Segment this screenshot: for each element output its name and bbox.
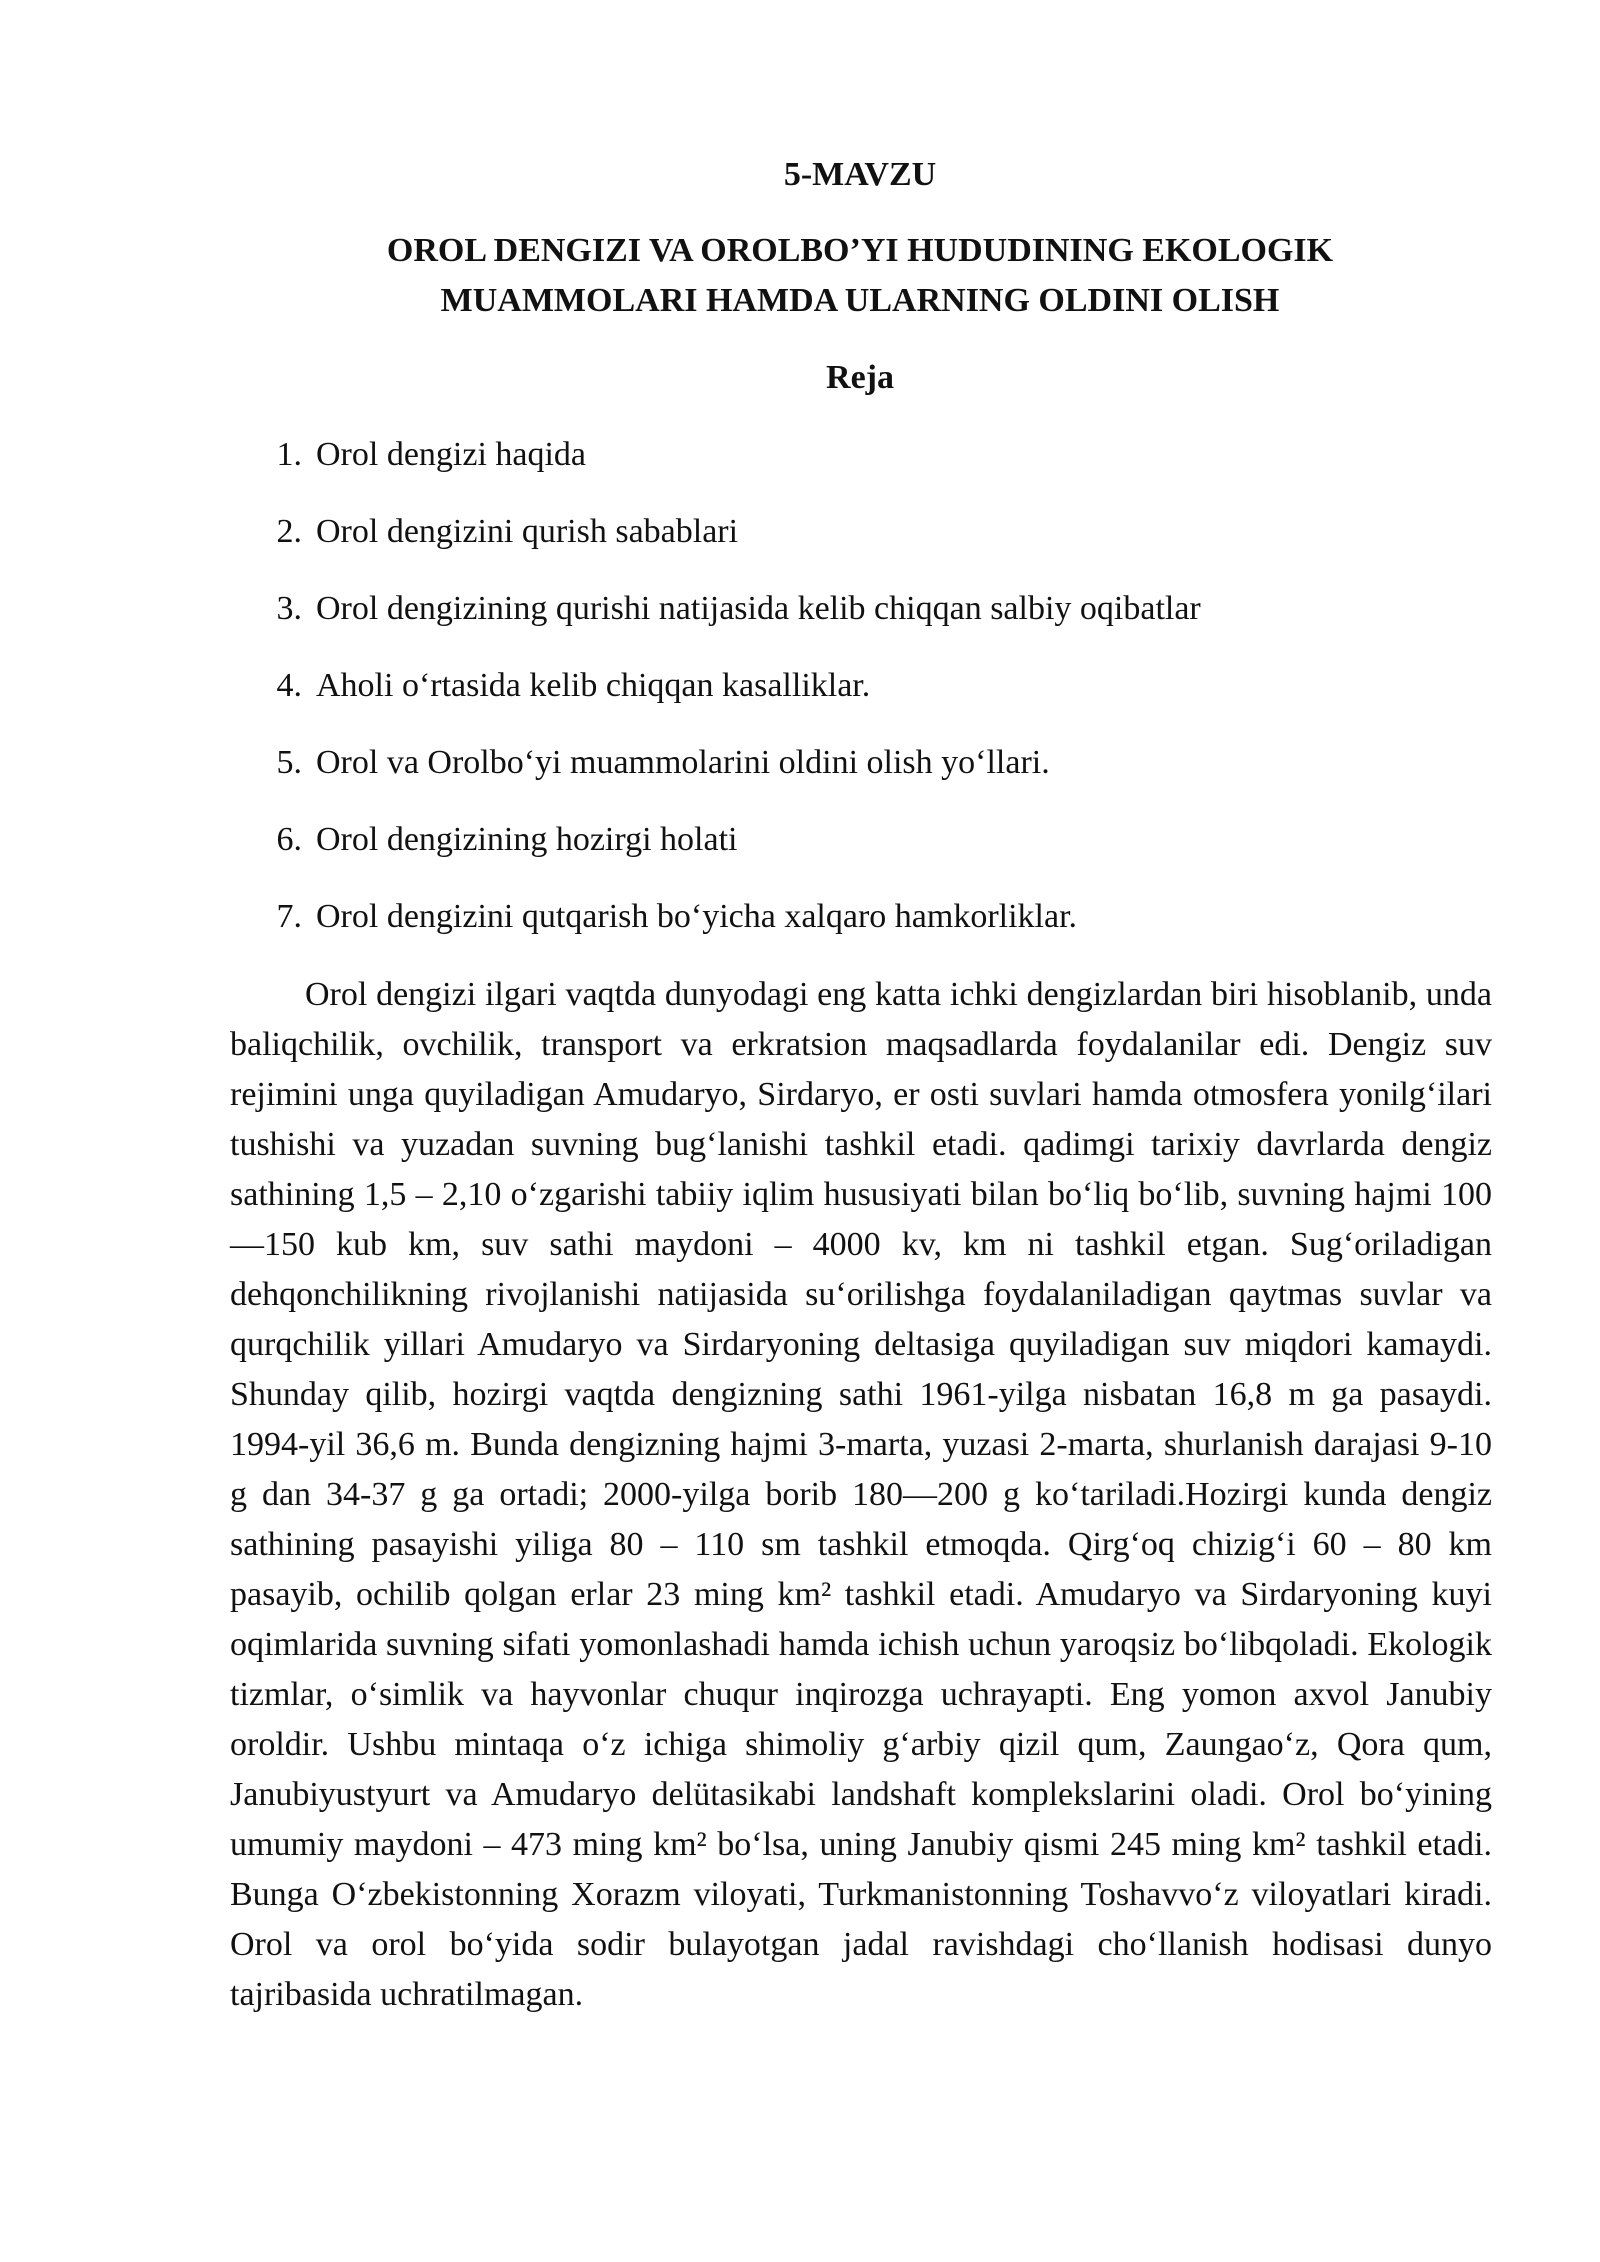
plan-item [230,430,1490,480]
plan-item-text: Orol dengizining qurishi natijasida kelib chiqqan salbiy oqibatlar [316,590,1201,627]
plan-item-number: 2. [276,513,302,550]
plan-item-text: Orol dengizini qurish sabablari [316,513,739,550]
title-line-2: MUAMMOLARI HAMDA ULARNING OLDINI OLISH [440,282,1280,319]
plan-item-number: 4. [276,667,302,704]
plan-item-number: 5. [276,744,302,781]
plan-item-number: 7. [276,898,302,935]
plan-item-number: 1. [276,436,302,473]
plan-item [230,584,1490,634]
plan-item-number: 3. [276,590,302,627]
body-paragraph: Orol dengizi ilgari vaqtda dunyodagi eng katta ichki dengizlardan biri hisoblanib, unda baliqchilik, ovchilik, transport va erkratsion maqsadlarda foydalanilar edi. Dengiz suv rejimini unga quyiladigan Amudaryo, Sirdaryo, er osti suvlari hamda otmosfera yonilg‘ilari tushishi va yuzadan suvning bug‘lanishi tashkil etadi. qadimgi tarixiy davrlarda dengiz sathining 1,5 – 2,10 o‘zgarishi tabiiy iqlim hususiyati bilan bo‘liq bo‘lib, suvning hajmi 100—150 kub km, suv sathi maydoni – 4000 kv, km ni tashkil etgan. Sug‘oriladigan dehqonchilikning rivojlanishi natijasida su‘orilishga foydalaniladigan qaytmas suvlar va qurqchilik yillari Amudaryo va Sirdaryoning deltasiga quyiladigan suv miqdori kamaydi. Shunday qilib, hozirgi vaqtda dengizning sathi 1961-yilga nisbatan 16,8 m ga pasaydi. 1994-yil 36,6 m. Bunda dengizning hajmi 3-marta, yuzasi 2-marta, shurlanish darajasi 9-10 g dan 34-37 g ga ortadi; 2000-yilga borib 180—200 g ko‘tariladi.Hozirgi kunda dengiz sathining pasayishi yiliga 80 – 110 sm tashkil etmoqda. Qirg‘oq chizig‘i 60 – 80 km pasayib, ochilib qolgan erlar 23 ming km² tashkil etadi. Amudaryo va Sirdaryoning kuyi oqimlarida suvning sifati yomonlashadi hamda ichish uchun yaroqsiz bo‘libqoladi. Ekologik tizmlar, o‘simlik va hayvonlar chuqur inqirozga uchrayapti. Eng yomon axvol Janubiy oroldir. Ushbu mintaqa o‘z ichiga shimoliy g‘arbiy qizil qum, Zaungao‘z, Qora qum, Janubiyustyurt va Amudaryo delütasikabi landshaft komplekslarini oladi. Orol bo‘yining umumiy maydoni – 473 ming km² bo‘lsa, uning Janubiy qismi 245 ming km² tashkil etadi. Bunga O‘zbekistonning Xorazm viloyati, Turkmanistonning Toshavvo‘z viloyatlari kiradi. Orol va orol bo‘yida sodir bulayotgan jadal ravishdagi cho‘llanish hodisasi dunyo tajribasida uchratilmagan. [230,976,1492,2013]
plan-item-text: Orol dengizining hozirgi holati [316,821,738,858]
plan-item-text: Orol dengizini qutqarish bo‘yicha xalqaro hamkorliklar. [316,898,1078,935]
plan-list [230,430,1490,969]
document-title [230,226,1490,326]
plan-item-text: Aholi o‘rtasida kelib chiqqan kasalliklar. [316,667,871,704]
plan-item-text: Orol dengizi haqida [316,436,587,473]
plan-item [230,738,1490,788]
plan-item-number: 6. [276,821,302,858]
plan-item-text: Orol va Orolbo‘yi muammolarini oldini olish yo‘llari. [316,744,1050,781]
title-line-1: OROL DENGIZI VA OROLBO’YI HUDUDINING EKOLOGIK [386,232,1334,269]
plan-heading: Reja [826,359,894,396]
plan-item [230,815,1490,865]
plan-item [230,507,1490,557]
plan-item [230,661,1490,711]
plan-item [230,892,1490,942]
topic-number: 5-MAVZU [783,156,937,193]
